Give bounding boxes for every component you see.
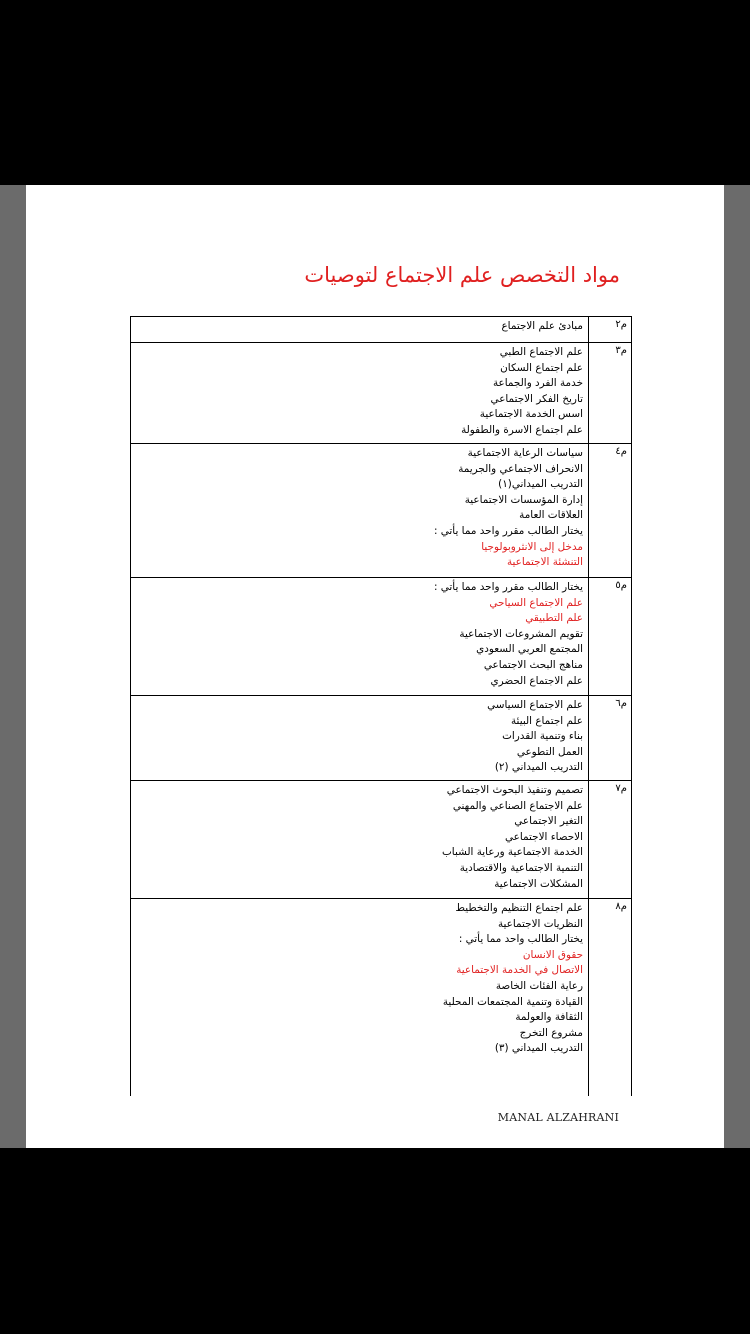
course-item: النظريات الاجتماعية <box>497 917 583 930</box>
level-cell: م٣ <box>589 343 632 444</box>
course-item: يختار الطالب مقرر واحد مما يأتي : <box>433 581 583 593</box>
course-item: التدريب الميداني(١) <box>498 478 583 491</box>
course-item: العلاقات العامة <box>519 509 583 522</box>
course-item: القيادة وتنمية المجتمعات المحلية <box>442 995 583 1008</box>
course-item: تاريخ الفكر الاجتماعي <box>490 392 583 405</box>
course-item: التنشئة الاجتماعية <box>506 556 583 569</box>
level-cell: م٧ <box>589 781 632 899</box>
course-item: الثقافة والعولمة <box>515 1011 583 1024</box>
course-item: يختار الطالب واحد مما يأتي : <box>458 933 583 946</box>
level-cell: م٥ <box>589 578 632 696</box>
document-viewer[interactable] <box>0 185 750 1148</box>
course-item: مبادئ علم الاجتماع <box>501 320 583 332</box>
course-item: التنمية الاجتماعية والاقتصادية <box>459 861 583 874</box>
course-item: خدمة الفرد والجماعة <box>492 377 583 390</box>
course-item: علم اجتماع الاسرة والطفولة <box>461 423 583 436</box>
level-cell: م٨ <box>589 899 632 1097</box>
course-item: التدريب الميداني (٢) <box>494 761 583 774</box>
course-item: علم اجتماع البيئة <box>510 714 583 727</box>
course-item: العمل التطوعي <box>516 745 583 758</box>
course-item: علم الاجتماع السياسي <box>487 699 583 711</box>
course-item: الخدمة الاجتماعية ورعاية الشباب <box>442 846 583 859</box>
table-row <box>131 317 632 343</box>
course-item: تقويم المشروعات الاجتماعية <box>459 627 583 640</box>
course-item: علم التطبيقي <box>525 612 583 625</box>
course-item: المجتمع العربي السعودي <box>476 643 583 656</box>
course-item: اسس الخدمة الاجتماعية <box>479 408 583 421</box>
course-item: علم الاجتماع السياحي <box>489 596 583 609</box>
table-row <box>131 343 632 444</box>
course-item: التدريب الميداني (٣) <box>494 1042 583 1055</box>
courses-cell <box>131 899 589 1097</box>
courses-cell <box>131 781 589 899</box>
course-item: علم الاجتماع الحضري <box>490 674 583 687</box>
courses-cell <box>131 317 589 343</box>
author-footer: MANAL ALZAHRANI <box>497 1111 619 1124</box>
course-item: علم الاجتماع الصناعي والمهني <box>452 799 583 812</box>
course-item: مدخل إلى الانثروبولوجيا <box>481 540 583 553</box>
table-row <box>131 696 632 781</box>
level-cell: م٢ <box>589 317 632 343</box>
course-item: الاحصاء الاجتماعي <box>504 830 583 843</box>
table-row <box>131 781 632 899</box>
course-item: سياسات الرعاية الاجتماعية <box>467 447 583 459</box>
courses-cell <box>131 343 589 444</box>
table-row <box>131 444 632 578</box>
course-item: التغير الاجتماعي <box>514 815 583 828</box>
course-item: إدارة المؤسسات الاجتماعية <box>464 493 583 506</box>
table-row <box>131 578 632 696</box>
subjects-table <box>130 316 632 1096</box>
course-item: علم اجتماع التنظيم والتخطيط <box>455 902 583 914</box>
course-item: الانحراف الاجتماعي والجريمة <box>458 462 583 475</box>
courses-cell <box>131 696 589 781</box>
course-item: علم اجتماع السكان <box>500 361 583 374</box>
level-cell: م٦ <box>589 696 632 781</box>
course-item: بناء وتنمية القدرات <box>502 730 583 743</box>
course-item: حقوق الانسان <box>522 948 583 961</box>
course-item: علم الاجتماع الطبي <box>499 346 583 358</box>
courses-cell <box>131 444 589 578</box>
course-item: رعاية الفئات الخاصة <box>495 979 583 992</box>
course-item: تصميم وتنفيذ البحوث الاجتماعي <box>446 784 583 796</box>
course-item: مشروع التخرج <box>519 1026 583 1039</box>
level-cell: م٤ <box>589 444 632 578</box>
table-row <box>131 899 632 1097</box>
document-page <box>26 185 724 1148</box>
course-item: الاتصال في الخدمة الاجتماعية <box>456 964 583 977</box>
page-title: مواد التخصص علم الاجتماع لتوصيات <box>304 263 620 287</box>
course-item: المشكلات الاجتماعية <box>494 877 583 890</box>
courses-cell <box>131 578 589 696</box>
course-item: يختار الطالب مقرر واحد مما يأتي : <box>433 524 583 537</box>
course-item: مناهج البحث الاجتماعي <box>483 658 583 671</box>
